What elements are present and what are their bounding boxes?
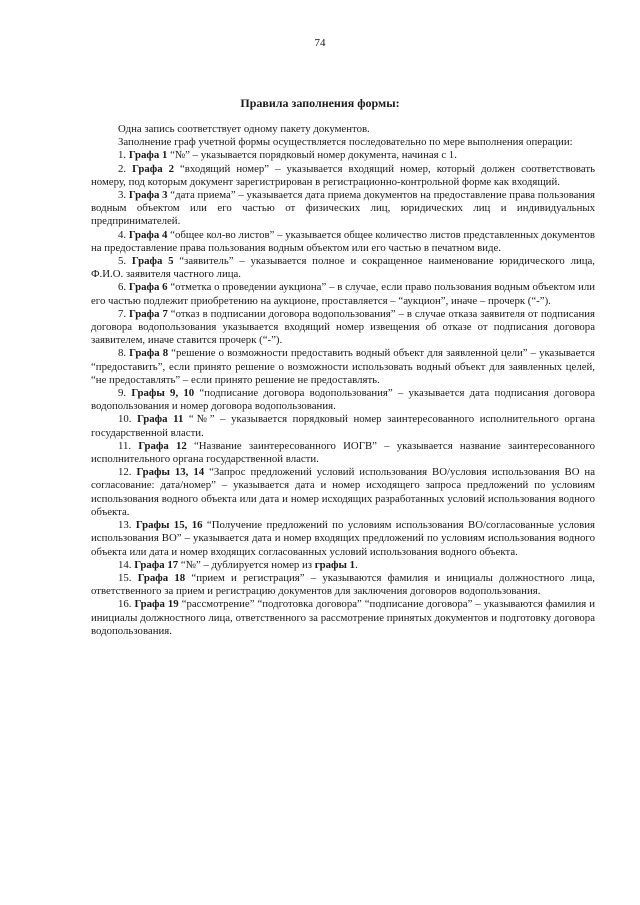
column-name: Графа 11 (137, 413, 184, 426)
item-number: 15. (118, 571, 132, 584)
item-text: “№” – дублируется номер из (178, 558, 315, 571)
intro-line-1: Одна запись соответствует одному пакету документов. (118, 123, 370, 135)
rule-item-8 (91, 347, 595, 387)
item-number: 9. (118, 387, 127, 400)
item-number: 4. (118, 228, 127, 241)
rule-item-2 (91, 163, 595, 189)
item-text: “отметка о проведении аукциона” – в случае, если право пользования водным объектом или его частью подлежит приобретению на аукционе, проставляется – “аукцион”, иначе – прочерк (“-”). (91, 281, 596, 307)
column-name: Графы 15, 16 (135, 519, 203, 532)
item-text: “рассмотрение” “подготовка договора” “подписание договора” – указываются фамилия и инициалы должностного лица, ответственного за рассмотрение принятых документов и подготовку договора водопользования. (91, 598, 595, 637)
column-name: Графа 18 (137, 571, 186, 584)
item-text-end: . (355, 558, 358, 571)
item-text: “№” – указывается порядковый номер документа, начиная с 1. (167, 149, 457, 162)
item-number: 7. (118, 307, 127, 320)
rule-item-7 (91, 308, 595, 348)
rule-item-13 (91, 519, 595, 559)
intro-line-2: Заполнение граф учетной формы осуществляется последовательно по мере выполнения операции: (118, 136, 573, 149)
rule-item-16 (91, 598, 595, 638)
column-name: Графа 1 (128, 149, 168, 162)
item-number: 13. (118, 519, 132, 532)
item-number: 5. (118, 255, 127, 268)
item-number: 11. (118, 439, 132, 452)
column-name: Графа 6 (128, 281, 168, 294)
rule-item-1 (91, 149, 595, 162)
rule-item-9 (91, 387, 595, 413)
rule-item-3 (91, 189, 595, 229)
item-number: 6. (118, 281, 127, 294)
column-name: Графа 7 (129, 307, 168, 320)
item-number: 16. (118, 598, 132, 611)
page-number: 74 (314, 37, 326, 49)
rule-item-15 (91, 572, 595, 598)
item-text: “решение о возможности предоставить водный объект для заявленной цели” – указывается “предоставить”, если принято решение о возможности использовать водный объект для заявленных целей, “не предоставлять” – если принято решение не предоставлять. (91, 347, 596, 386)
column-reference: графы 1 (314, 558, 356, 571)
rule-item-12 (91, 466, 595, 519)
item-text: “заявитель” – указывается полное и сокращенное наименование юридического лица, Ф.И.О. заявителя частного лица. (91, 255, 596, 281)
item-text: “прием и регистрация” – указываются фамилия и инициалы должностного лица, ответственного за прием и регистрацию документов для заключения договоров водопользования. (91, 571, 595, 598)
item-number: 12. (118, 466, 132, 479)
item-text: “Запрос предложений условий использования ВО/условия использования ВО на согласование: дата/номер” – указывается дата и номер исходящего запроса предложений по условиям использования водного объекта или дата и номер исходящих разработанных условий использования водного объекта. (91, 466, 596, 518)
item-text: “подписание договора водопользования” – указывается дата подписания договора водопользования и номер договора водопользования. (91, 387, 595, 413)
column-name: Графы 13, 14 (136, 466, 205, 479)
item-number: 3. (118, 189, 127, 202)
item-text: “входящий номер” – указывается входящий номер, который должен соответствовать номеру, под которым документ зарегистрирован в регистрационно-контрольной форме как входящий. (91, 162, 595, 188)
rule-item-14 (91, 559, 595, 572)
column-name: Графы 9, 10 (131, 387, 195, 400)
item-text: “отказ в подписании договора водопользования” – в случае отказа заявителя от подписания договора водопользования указывается входящий номер извещения об отказе от подписания договора заявителем, иначе ставится прочерк (“-”). (91, 307, 595, 347)
column-name: Графа 19 (134, 598, 179, 611)
column-name: Графа 3 (128, 189, 168, 202)
item-text: “общее кол-во листов” – указывается общее количество листов представленных документов на предоставление права пользования водным объектом или его частью в печатном виде. (91, 228, 595, 254)
document-body (91, 123, 595, 638)
rule-item-11 (91, 440, 595, 466)
column-name: Графа 5 (131, 255, 174, 268)
rule-item-5 (91, 255, 595, 281)
item-number: 2. (118, 162, 127, 175)
column-name: Графа 8 (129, 347, 169, 360)
column-name: Графа 4 (128, 228, 168, 241)
item-text: “дата приема” – указывается дата приема документов на предоставление права пользования водным объектом или его частью от физических лиц, юридических лиц и индивидуальных предпринимателей. (91, 189, 595, 228)
rule-item-6 (91, 281, 595, 307)
item-number: 14. (118, 558, 132, 571)
column-name: Графа 17 (134, 558, 179, 571)
document-title: Правила заполнения формы: (240, 96, 400, 110)
item-number: 1. (118, 149, 127, 162)
item-number: 10. (118, 413, 132, 426)
item-text: “№” – указывается порядковый номер заинтересованного исполнительного органа государственной власти. (91, 413, 595, 439)
rule-item-4 (91, 229, 595, 255)
item-text: “Получение предложений по условиям использования ВО/согласованные условия использования ВО” – указывается дата и номер входящих предложений по условиям использования водного объекта или дата и номер входящих согласованных условий использования водного объекта. (91, 519, 596, 558)
item-number: 8. (118, 347, 127, 360)
item-text: “Название заинтересованного ИОГВ” – указывается название заинтересованного исполнительного органа государственной власти. (91, 439, 595, 466)
column-name: Графа 12 (138, 439, 187, 452)
column-name: Графа 2 (132, 162, 174, 175)
rule-item-10 (91, 413, 595, 439)
